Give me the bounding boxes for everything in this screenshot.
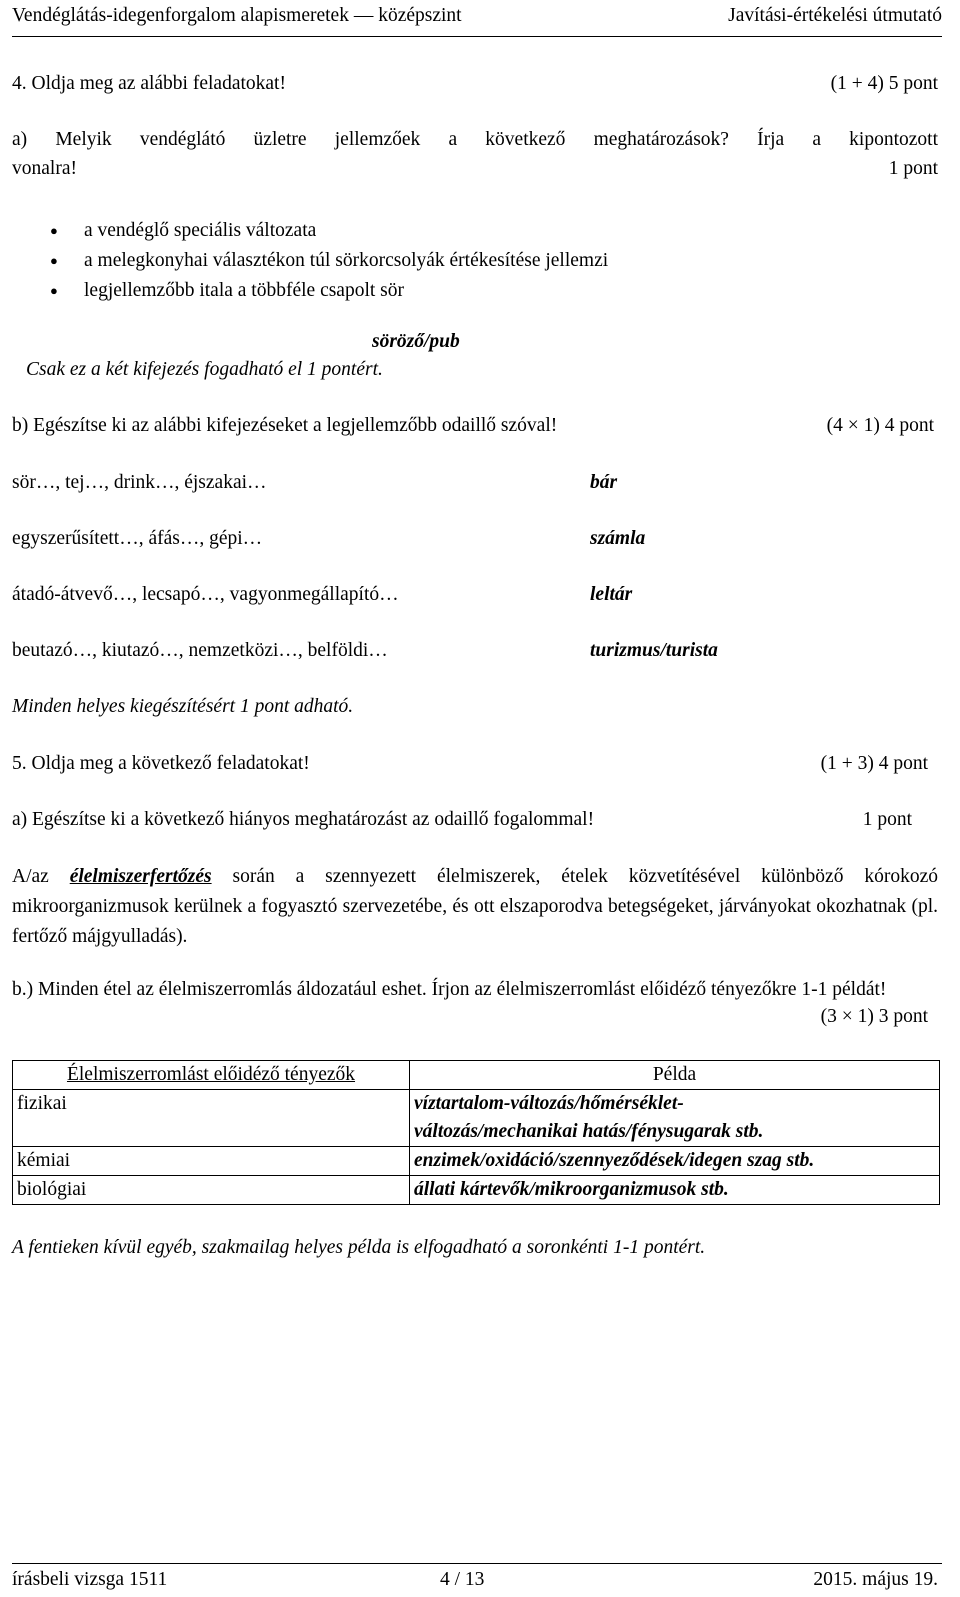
list-item: ● a vendéglő speciális változata xyxy=(62,216,608,246)
task5b-note: A fentieken kívül egyéb, szakmailag helyes példa is elfogadható a soronkénti 1-1 pontért. xyxy=(12,1237,706,1258)
table-header-row xyxy=(13,1061,940,1090)
table-cell-factor: kémiai xyxy=(13,1147,410,1176)
task5b-points: (3 × 1) 3 pont xyxy=(820,1006,928,1027)
task5a-points: 1 pont xyxy=(862,809,912,830)
table-cell-factor: biológiai xyxy=(13,1176,410,1205)
task4-points: (1 + 4) 5 pont xyxy=(830,73,938,94)
task4b-answer: számla xyxy=(590,528,646,549)
header-title: Vendéglátás-idegenforgalom alapismeretek — középszint xyxy=(12,5,462,26)
task4b-prompt: beutazó…, kiutazó…, nemzetközi…, belföldi… xyxy=(12,640,388,661)
task5a-answer-term: élelmiszerfertőzés xyxy=(69,866,212,887)
task5a-text-prefix: A/az xyxy=(12,866,49,887)
header-divider xyxy=(12,36,942,37)
table-row xyxy=(13,1176,940,1205)
table-row xyxy=(13,1147,940,1176)
list-item: ● a melegkonyhai választékon túl sörkorcsolyák értékesítése jellemzi xyxy=(62,246,608,276)
table-cell-factor: fizikai xyxy=(13,1090,410,1147)
task4a-points: 1 pont xyxy=(888,158,938,179)
task4-title: 4. Oldja meg az alábbi feladatokat! xyxy=(12,73,286,94)
table-header-cell xyxy=(13,1061,410,1090)
task4b-points: (4 × 1) 4 pont xyxy=(826,415,934,436)
task4b-answer: turizmus/turista xyxy=(590,640,718,661)
task4b-answer: leltár xyxy=(590,584,633,605)
table-cell-example: állati kártevők/mikroorganizmusok stb. xyxy=(410,1176,940,1205)
task4a-note: Csak ez a két kifejezés fogadható el 1 pontért. xyxy=(26,359,383,380)
list-item: ● legjellemzőbb itala a többféle csapolt sör xyxy=(62,276,608,306)
task4a-answer: söröző/pub xyxy=(372,331,460,352)
task5b-question: b.) Minden étel az élelmiszerromlás áldozatául eshet. Írjon az élelmiszerromlást előidéző tényezőkre 1-1 példát! xyxy=(12,979,887,1000)
table-row xyxy=(13,1090,940,1147)
task4b-answer: bár xyxy=(590,472,618,493)
table-header-example: Példa xyxy=(410,1061,940,1090)
task4a-question-cont: vonalra! xyxy=(12,158,77,179)
header-subtitle: Javítási-értékelési útmutató xyxy=(728,5,942,26)
task4a-question: a) Melyik vendéglátó üzletre jellemzőek a következő meghatározások? Írja a kipontozott xyxy=(12,129,938,150)
table-cell-example xyxy=(410,1090,940,1147)
task5a-question: a) Egészítse ki a következő hiányos meghatározást az odaillő fogalommal! xyxy=(12,809,595,830)
task4a-bullet-list xyxy=(62,216,608,306)
task5-points: (1 + 3) 4 pont xyxy=(820,753,928,774)
task5a-text-rest: során a szennyezett élelmiszerek, ételek közvetítésével különböző kórokozó mikroorganizmusok kerülnek a fogyasztó szervezetébe, és ott elszaporodva betegségeket, járványokat okozhatnak (pl. fertőző májgyulladás). xyxy=(12,866,938,947)
footer-date: 2015. május 19. xyxy=(813,1569,938,1590)
example-line: víztartalom-változás/hőmérséklet- xyxy=(414,1093,684,1114)
task5b-table xyxy=(12,1060,940,1205)
example-line: változás/mechanikai hatás/fénysugarak stb. xyxy=(414,1121,764,1142)
task5-title: 5. Oldja meg a következő feladatokat! xyxy=(12,753,310,774)
table-cell-example: enzimek/oxidáció/szennyeződések/idegen szag stb. xyxy=(410,1147,940,1176)
footer-divider xyxy=(12,1563,942,1564)
footer-page-number: 4 / 13 xyxy=(440,1569,485,1590)
task4b-prompt: átadó-átvevő…, lecsapó…, vagyonmegállapító… xyxy=(12,584,399,605)
task4b-question: b) Egészítse ki az alábbi kifejezéseket a legjellemzőbb odaillő szóval! xyxy=(12,415,558,436)
footer-exam-id: írásbeli vizsga 1511 xyxy=(12,1569,168,1590)
task5a-text xyxy=(12,862,938,952)
task4b-prompt: egyszerűsített…, áfás…, gépi… xyxy=(12,528,263,549)
task4b-note: Minden helyes kiegészítésért 1 pont adható. xyxy=(12,696,354,717)
table-header-factors: Élelmiszerromlást előidéző tényezők xyxy=(66,1064,356,1085)
task4b-prompt: sör…, tej…, drink…, éjszakai… xyxy=(12,472,267,493)
